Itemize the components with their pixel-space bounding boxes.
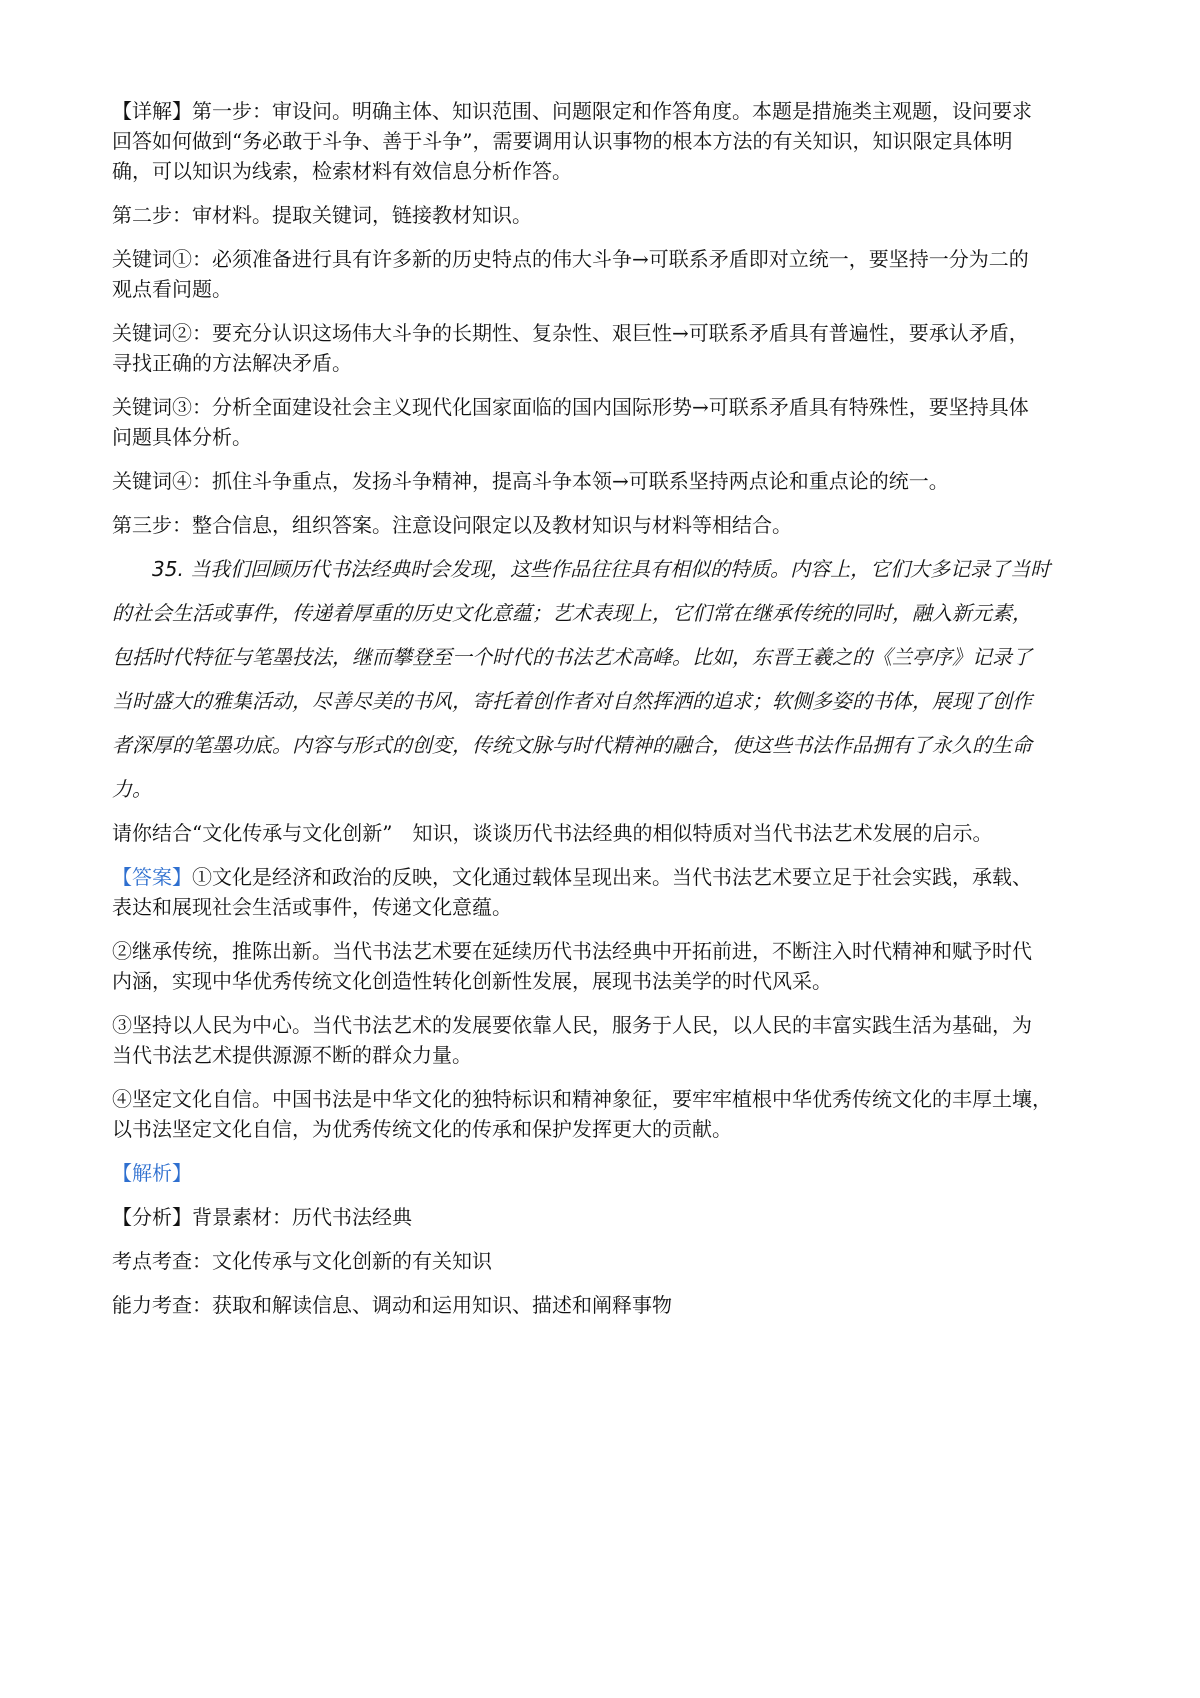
detail-intro-line: 确，可以知识为线索，检索材料有效信息分析作答。 bbox=[112, 159, 572, 183]
step2-line: 第二步：审材料。提取关键词，链接教材知识。 bbox=[112, 203, 532, 227]
keyword4-paragraph bbox=[112, 466, 1102, 496]
answer-line: 内涵，实现中华优秀传统文化创造性转化创新性发展，展现书法美学的时代风采。 bbox=[112, 969, 832, 993]
detail-intro-line: 【详解】第一步：审设问。明确主体、知识范围、问题限定和作答角度。本题是措施类主观题，设问要求 bbox=[112, 99, 1032, 123]
detail-intro-line: 回答如何做到“务必敢于斗争、善于斗争”，需要调用认识事物的根本方法的有关知识，知识限定具体明 bbox=[112, 129, 1013, 153]
keyword4-line: 关键词④：抓住斗争重点，发扬斗争精神，提高斗争本领→可联系坚持两点论和重点论的统一。 bbox=[112, 469, 949, 493]
detail-intro-paragraph bbox=[112, 96, 1102, 186]
answer-text: ①文化是经济和政治的反映，文化通过载体呈现出来。当代书法艺术要立足于社会实践，承载、 bbox=[192, 865, 1032, 889]
question-35-line: 力。 bbox=[112, 777, 152, 801]
answer-paragraph-3 bbox=[112, 1010, 1102, 1070]
keyword1-line: 观点看问题。 bbox=[112, 277, 232, 301]
answer-line: 表达和展现社会生活或事件，传递文化意蕴。 bbox=[112, 895, 512, 919]
answer-paragraph-2 bbox=[112, 936, 1102, 996]
keyword1-paragraph bbox=[112, 244, 1102, 304]
answer-line: ②继承传统，推陈出新。当代书法艺术要在延续历代书法经典中开拓前进，不断注入时代精神和赋予时代 bbox=[112, 939, 1032, 963]
question-35-line: 者深厚的笔墨功底。内容与形式的创变，传统文脉与时代精神的融合，使这些书法作品拥有了永久的生命 bbox=[112, 733, 1032, 757]
answer-line: 以书法坚定文化自信，为优秀传统文化的传承和保护发挥更大的贡献。 bbox=[112, 1117, 732, 1141]
question-35-prompt: 请你结合“文化传承与文化创新” 知识，谈谈历代书法经典的相似特质对当代书法艺术发展的启示。 bbox=[112, 821, 993, 845]
analysis-background: 【分析】背景素材：历代书法经典 bbox=[112, 1205, 412, 1229]
analysis-exam-point: 考点考查：文化传承与文化创新的有关知识 bbox=[112, 1249, 492, 1273]
answer-line: 当代书法艺术提供源源不断的群众力量。 bbox=[112, 1043, 472, 1067]
question-35-line: 包括时代特征与笔墨技法，继而攀登至一个时代的书法艺术高峰。比如，东晋王羲之的《兰亭序》记录了 bbox=[112, 645, 1032, 669]
analysis-ability: 能力考查：获取和解读信息、调动和运用知识、描述和阐释事物 bbox=[112, 1293, 672, 1317]
document-page bbox=[112, 96, 1102, 1334]
analysis-tag: 【解析】 bbox=[112, 1161, 192, 1185]
question-35-prompt-paragraph bbox=[112, 818, 1102, 848]
question-35-line: 35. 当我们回顾历代书法经典时会发现，这些作品往往具有相似的特质。内容上，它们大多记录了当时 bbox=[152, 557, 1051, 581]
keyword3-line: 关键词③：分析全面建设社会主义现代化国家面临的国内国际形势→可联系矛盾具有特殊性，要坚持具体 bbox=[112, 395, 1029, 419]
answer-tag: 【答案】 bbox=[112, 865, 192, 889]
keyword2-paragraph bbox=[112, 318, 1102, 378]
analysis-line-1-paragraph bbox=[112, 1202, 1102, 1232]
answer-line: ④坚定文化自信。中国书法是中华文化的独特标识和精神象征，要牢牢植根中华优秀传统文化的丰厚土壤， bbox=[112, 1087, 1052, 1111]
keyword2-line: 寻找正确的方法解决矛盾。 bbox=[112, 351, 352, 375]
answer-paragraph-4 bbox=[112, 1084, 1102, 1144]
step3-line: 第三步：整合信息，组织答案。注意设问限定以及教材知识与材料等相结合。 bbox=[112, 513, 792, 537]
step3-paragraph bbox=[112, 510, 1102, 540]
keyword3-paragraph bbox=[112, 392, 1102, 452]
keyword2-line: 关键词②：要充分认识这场伟大斗争的长期性、复杂性、艰巨性→可联系矛盾具有普遍性，要承认矛盾， bbox=[112, 321, 1029, 345]
analysis-line-2-paragraph bbox=[112, 1246, 1102, 1276]
analysis-tag-paragraph bbox=[112, 1158, 1102, 1188]
keyword1-line: 关键词①：必须准备进行具有许多新的历史特点的伟大斗争→可联系矛盾即对立统一，要坚持一分为二的 bbox=[112, 247, 1029, 271]
question-35-line: 当时盛大的雅集活动，尽善尽美的书风，寄托着创作者对自然挥洒的追求；软侧多姿的书体，展现了创作 bbox=[112, 689, 1032, 713]
step2-paragraph bbox=[112, 200, 1102, 230]
question-35-line: 的社会生活或事件，传递着厚重的历史文化意蕴；艺术表现上，它们常在继承传统的同时，融入新元素， bbox=[112, 601, 1032, 625]
answer-line: ③坚持以人民为中心。当代书法艺术的发展要依靠人民，服务于人民，以人民的丰富实践生活为基础，为 bbox=[112, 1013, 1032, 1037]
answer-line bbox=[112, 862, 1102, 892]
question-35-material bbox=[112, 554, 1102, 804]
answer-paragraph-1 bbox=[112, 862, 1102, 922]
keyword3-line: 问题具体分析。 bbox=[112, 425, 252, 449]
analysis-line-3-paragraph bbox=[112, 1290, 1102, 1320]
